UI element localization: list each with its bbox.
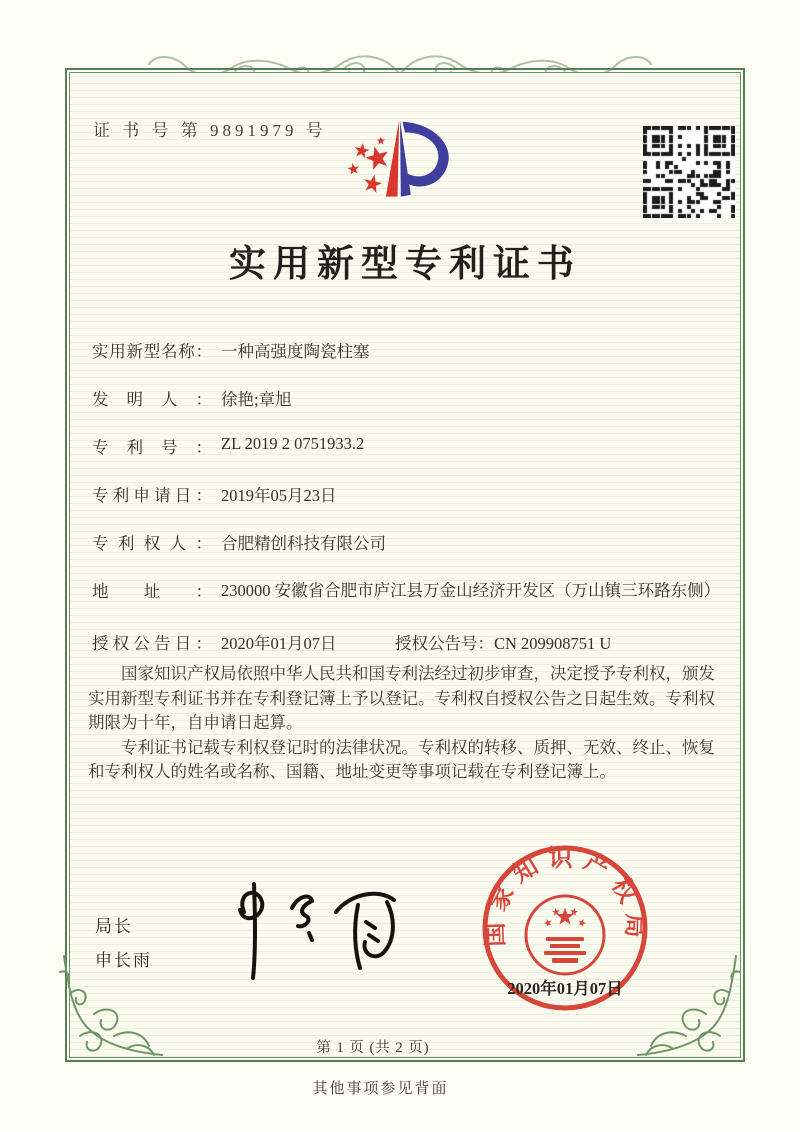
- field-value: 一种高强度陶瓷柱塞: [221, 342, 370, 361]
- seal-text: 国家知识产权局: [482, 846, 648, 948]
- field-value: 合肥精创科技有限公司: [221, 534, 386, 553]
- field-value: 230000 安徽省合肥市庐江县万金山经济开发区（万山镇三环路东侧）: [221, 581, 721, 600]
- legal-text: [88, 662, 718, 785]
- back-side-note: 其他事项参见背面: [312, 1081, 449, 1097]
- field-label: 实用新型名称：: [92, 342, 212, 361]
- field-value: 2019年05月23日: [221, 486, 337, 505]
- legal-paragraph-1: 国家知识产权局依照中华人民共和国专利法经过初步审查，决定授予专利权，颁发实用新型专利证书并在专利登记簿上予以登记。专利权自授权公告之日起生效。专利权期限为十年，自申请日起算。: [88, 664, 715, 732]
- field-value: 徐艳;章旭: [221, 390, 292, 409]
- certificate-title: 实用新型专利证书: [229, 244, 581, 285]
- field-patentee: [92, 530, 386, 554]
- field-value: ZL 2019 2 0751933.2: [221, 434, 365, 453]
- field-label: 发明人：: [92, 390, 212, 409]
- field-utility-model-name: [92, 338, 370, 362]
- field-label: 授权公告日：: [92, 634, 212, 653]
- field-value: CN 209908751 U: [494, 634, 612, 653]
- field-label: 授权公告号：: [395, 634, 494, 653]
- field-label: 专利权人：: [92, 534, 212, 553]
- legal-paragraph-2: 专利证书记载专利权登记时的法律状况。专利权的转移、质押、无效、终止、恢复和专利权人的姓名或名称、国籍、地址变更等事项记载在专利登记簿上。: [88, 737, 715, 781]
- seal-date: 2020年01月07日: [507, 979, 623, 998]
- qr-code-icon: [643, 126, 735, 218]
- commissioner-name: 申长雨: [95, 951, 152, 970]
- field-label: 地址：: [92, 582, 212, 601]
- field-inventor: [92, 386, 292, 410]
- field-grant-number: [395, 630, 611, 654]
- field-value: 2020年01月07日: [221, 634, 337, 653]
- national-emblem-icon: [526, 896, 604, 974]
- field-patent-number: [92, 434, 364, 458]
- commissioner-title: 局长: [95, 917, 133, 936]
- page-number: 第 1 页 (共 2 页): [316, 1040, 430, 1056]
- field-label: 专利号：: [92, 438, 212, 457]
- field-filing-date: [92, 482, 337, 506]
- field-label: 专利申请日：: [92, 486, 212, 505]
- field-grant-row: [92, 630, 732, 654]
- certificate-number: 证 书 号 第 9891979 号: [93, 121, 327, 140]
- field-address: [92, 578, 726, 603]
- cnipa-official-seal-icon: [478, 841, 652, 1015]
